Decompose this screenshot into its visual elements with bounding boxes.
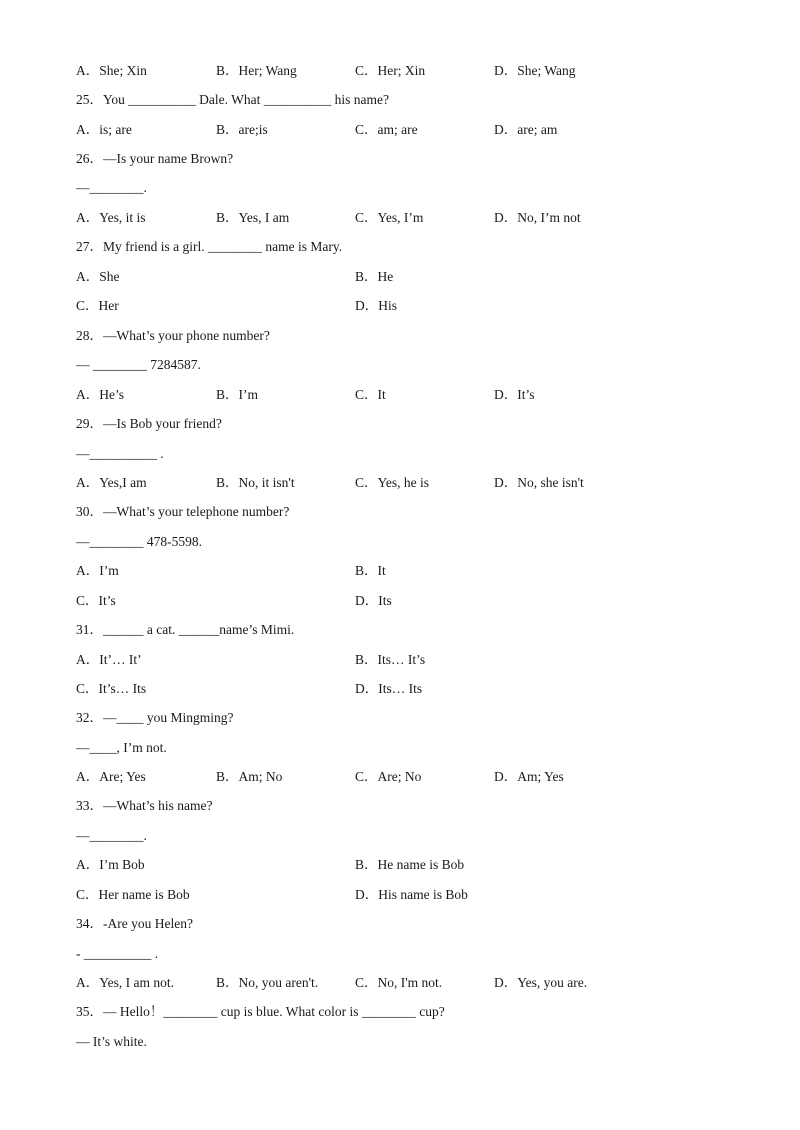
option-b: B．are;is bbox=[216, 122, 268, 137]
option-b: B．I’m bbox=[216, 387, 258, 402]
option-a: A．I’m Bob bbox=[76, 857, 145, 872]
option-c: C．Yes, he is bbox=[355, 475, 430, 490]
options-row-q33-cd bbox=[76, 885, 736, 905]
answer-blank-34: - __________ . bbox=[76, 946, 159, 961]
option-a: A．Are; Yes bbox=[76, 769, 146, 784]
option-b: B．Her; Wang bbox=[216, 63, 297, 78]
option-c: C．am; are bbox=[355, 122, 418, 137]
question-27: 27．My friend is a girl. ________ name is Mary. bbox=[76, 239, 343, 254]
option-b: B．Yes, I am bbox=[216, 210, 290, 225]
answer-blank-30: —________ 478-5598. bbox=[76, 534, 202, 549]
option-c: C．No, I'm not. bbox=[355, 975, 443, 990]
option-c: C．Yes, I’m bbox=[355, 210, 424, 225]
question-33: 33．—What’s his name? bbox=[76, 798, 213, 813]
options-row-q30-cd bbox=[76, 591, 736, 611]
question-32: 32．—____ you Mingming? bbox=[76, 710, 234, 725]
option-a: A．Yes, I am not. bbox=[76, 975, 175, 990]
answer-blank-28: — ________ 7284587. bbox=[76, 357, 201, 372]
options-row-q31-cd bbox=[76, 679, 736, 699]
option-d: D．Its bbox=[355, 593, 392, 608]
option-a: A．She bbox=[76, 269, 120, 284]
answer-blank-32: —____, I’m not. bbox=[76, 740, 167, 755]
option-c: C．Her; Xin bbox=[355, 63, 426, 78]
option-c: C．It’s bbox=[76, 593, 116, 608]
options-row-q24 bbox=[76, 61, 736, 81]
dialogue-line-35: — It’s white. bbox=[76, 1034, 147, 1049]
question-34: 34．-Are you Helen? bbox=[76, 916, 193, 931]
question-31: 31．______ a cat. ______name’s Mimi. bbox=[76, 622, 295, 637]
answer-blank-33: —________. bbox=[76, 828, 147, 843]
option-b: B．He bbox=[355, 269, 394, 284]
option-d: D．She; Wang bbox=[494, 63, 576, 78]
option-b: B．It bbox=[355, 563, 386, 578]
option-a: A．He’s bbox=[76, 387, 124, 402]
options-row-q28 bbox=[76, 385, 736, 405]
options-row-q34 bbox=[76, 973, 736, 993]
option-d: D．His bbox=[355, 298, 398, 313]
option-b: B．Its… It’s bbox=[355, 652, 426, 667]
option-b: B．No, you aren't. bbox=[216, 975, 319, 990]
question-30: 30．—What’s your telephone number? bbox=[76, 504, 290, 519]
options-row-q27-ab bbox=[76, 267, 736, 287]
answer-blank-26: —________. bbox=[76, 180, 147, 195]
option-a: A．Yes, it is bbox=[76, 210, 146, 225]
options-row-q25 bbox=[76, 120, 736, 140]
option-a: A．is; are bbox=[76, 122, 132, 137]
option-d: D．Yes, you are. bbox=[494, 975, 588, 990]
options-row-q33-ab bbox=[76, 855, 736, 875]
options-row-q31-ab bbox=[76, 650, 736, 670]
option-a: A．I’m bbox=[76, 563, 119, 578]
option-c: C．It’s… Its bbox=[76, 681, 147, 696]
option-d: D．It’s bbox=[494, 387, 535, 402]
question-26: 26．—Is your name Brown? bbox=[76, 151, 234, 166]
question-29: 29．—Is Bob your friend? bbox=[76, 416, 222, 431]
option-d: D．No, she isn't bbox=[494, 475, 584, 490]
options-row-q32 bbox=[76, 767, 736, 787]
options-row-q30-ab bbox=[76, 561, 736, 581]
option-a: A．She; Xin bbox=[76, 63, 147, 78]
option-c: C．Her name is Bob bbox=[76, 887, 190, 902]
option-c: C．Are; No bbox=[355, 769, 422, 784]
answer-blank-29: —__________ . bbox=[76, 446, 164, 461]
option-d: D．Its… Its bbox=[355, 681, 423, 696]
option-a: A．Yes,I am bbox=[76, 475, 147, 490]
option-b: B．Am; No bbox=[216, 769, 283, 784]
option-d: D．No, I’m not bbox=[494, 210, 581, 225]
option-b: B．No, it isn't bbox=[216, 475, 295, 490]
question-35: 35．— Hello！________ cup is blue. What color is ________ cup? bbox=[76, 1004, 445, 1019]
option-b: B．He name is Bob bbox=[355, 857, 465, 872]
option-d: D．Am; Yes bbox=[494, 769, 564, 784]
option-c: C．It bbox=[355, 387, 386, 402]
question-28: 28．—What’s your phone number? bbox=[76, 328, 270, 343]
option-d: D．are; am bbox=[494, 122, 558, 137]
option-a: A．It’… It’ bbox=[76, 652, 142, 667]
option-d: D．His name is Bob bbox=[355, 887, 468, 902]
options-row-q27-cd bbox=[76, 296, 736, 316]
options-row-q29 bbox=[76, 473, 736, 493]
question-25: 25．You __________ Dale. What __________ his name? bbox=[76, 92, 389, 107]
options-row-q26 bbox=[76, 208, 736, 228]
option-c: C．Her bbox=[76, 298, 119, 313]
